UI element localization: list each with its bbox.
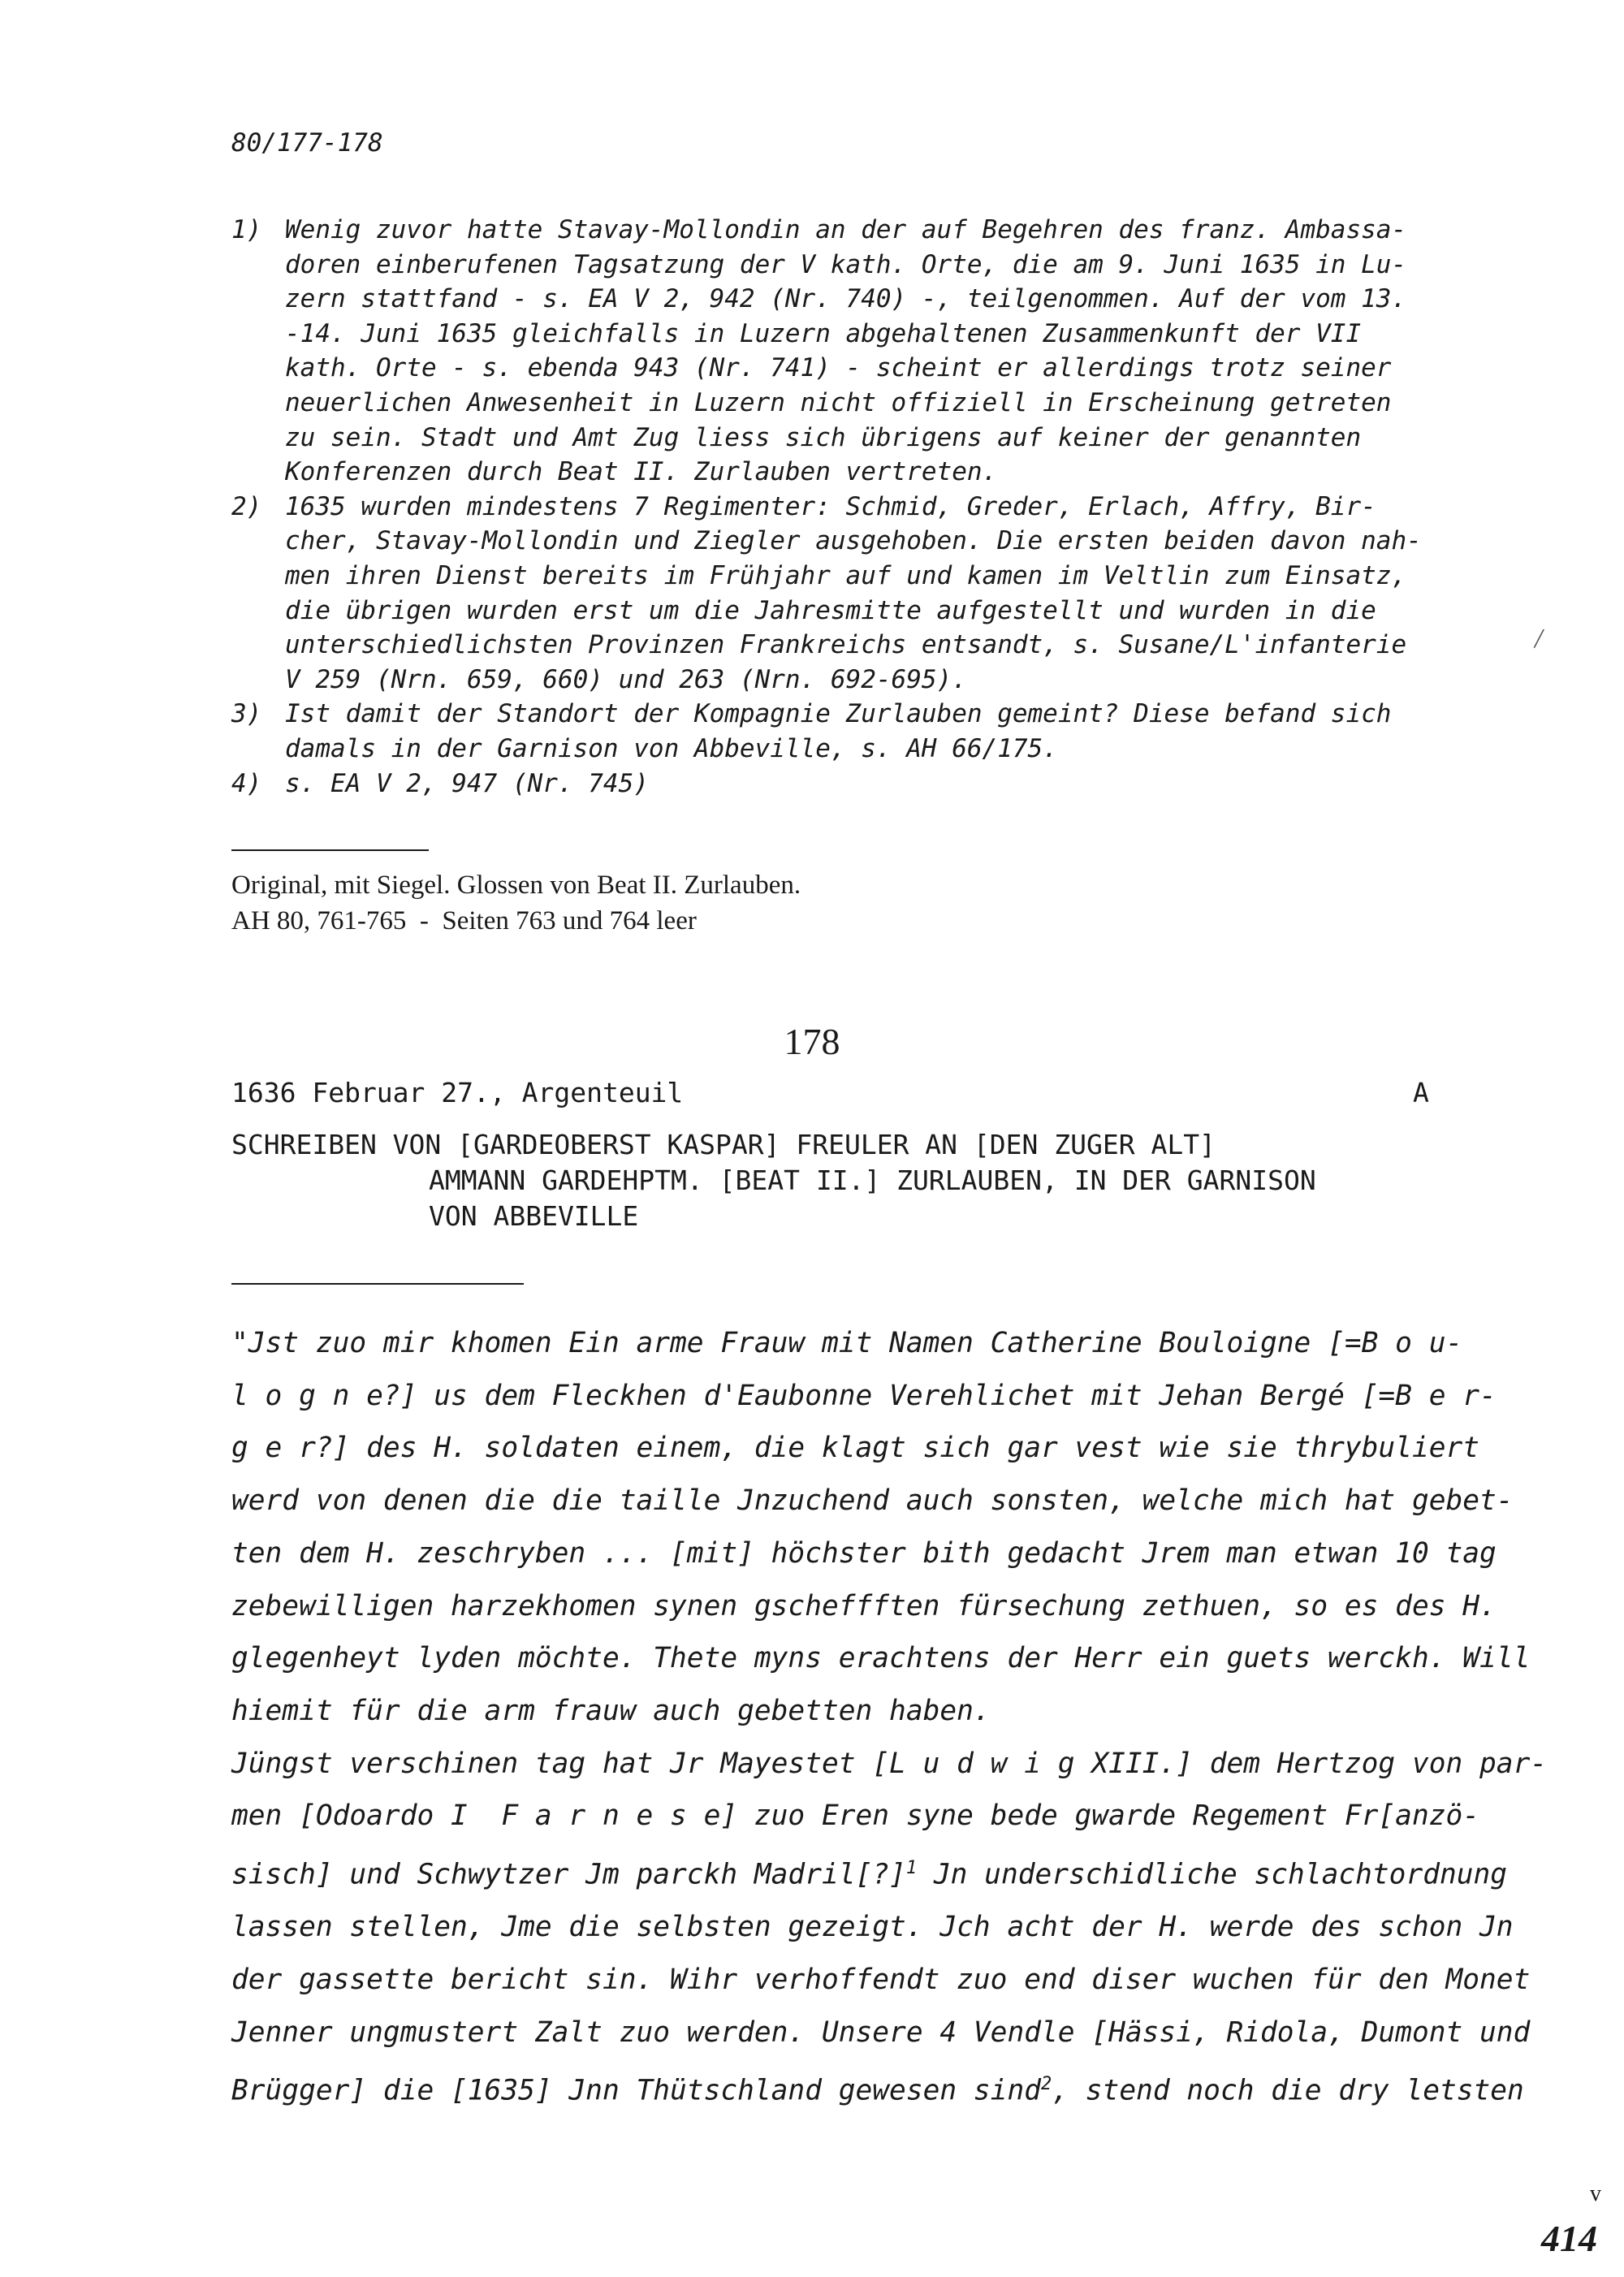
body-line: "Jst zuo mir khomen Ein arme Frauw mit Namen Catherine Bouloigne [=B o u-: [231, 1327, 1463, 1359]
footnote-number: 2): [231, 491, 262, 521]
footnote-3: [231, 697, 1518, 766]
body-text-fragment: sisch] und Schwytzer Jm parckh Madril[?]: [231, 1858, 906, 1891]
page-reference: 80/177-178: [231, 128, 383, 158]
footnote-marker: 2: [1041, 2074, 1052, 2095]
footnote-line: neuerlichen Anwesenheit in Luzern nicht offiziell in Erscheinung getreten: [285, 387, 1392, 417]
body-line: werd von denen die die taille Jnzuchend auch sonsten, welche mich hat gebet-: [231, 1484, 1514, 1518]
document-number: 178: [784, 1021, 840, 1062]
body-line: ten dem H. zeschryben ... [mit] höchster bith gedacht Jrem man etwan 10 tag: [231, 1536, 1497, 1570]
footnote-line: men ihren Dienst bereits im Frühjahr auf und kamen im Veltlin zum Einsatz,: [285, 560, 1407, 590]
footnote-line: doren einberufenen Tagsatzung der V kath. Orte, die am 9. Juni 1635 in Lu-: [285, 249, 1407, 279]
heading-line: AMMANN GARDEHPTM. [BEAT II.] ZURLAUBEN, IN DER GARNISON: [429, 1164, 1316, 1196]
body-text-fragment: , stend noch die dry letsten: [1052, 2074, 1524, 2107]
body-line: glegenheyt lyden möchte. Thete myns erachtens der Herr ein guets werckh. Will: [231, 1642, 1531, 1675]
footnote-line: zu sein. Stadt und Amt Zug liess sich übrigens auf keiner der genannten: [285, 422, 1362, 452]
footnote-line: 1635 wurden mindestens 7 Regimenter: Schmid, Greder, Erlach, Affry, Bir-: [285, 491, 1376, 521]
footnote-1: [231, 213, 1518, 490]
body-line-with-footnote: [231, 2059, 1531, 2117]
footnote-line: kath. Orte - s. ebenda 943 (Nr. 741) - scheint er allerdings trotz seiner: [285, 353, 1392, 383]
footnote-line: damals in der Garnison von Abbeville, s. AH 66/175.: [285, 733, 1058, 763]
date-place: 1636 Februar 27., Argenteuil: [231, 1077, 684, 1108]
body-text-fragment: Brügger] die [1635] Jnn Thütschland gewesen sind: [231, 2074, 1041, 2107]
letter-code: A: [1413, 1077, 1429, 1108]
body-line: hiemit für die arm frauw auch gebetten haben.: [231, 1694, 991, 1727]
body-line: g e r?] des H. soldaten einem, die klagt sich gar vest wie sie thrybuliert: [231, 1432, 1480, 1465]
footnote-number: 4): [231, 768, 262, 798]
check-mark: v: [1590, 2181, 1601, 2206]
body-line: der gassette bericht sin. Wihr verhoffendt zuo end diser wuchen für den Monet: [231, 1963, 1531, 1996]
handwritten-page-number: 414: [1541, 2218, 1597, 2259]
divider-rule: [231, 849, 429, 851]
body-line: zebewilligen harzekhomen synen gscheffften fürsechung zethuen, so es des H.: [231, 1589, 1497, 1622]
footnote-line: zern stattfand - s. EA V 2, 942 (Nr. 740) -, teilgenommen. Auf der vom 13.: [285, 284, 1407, 314]
body-line: l o g n e?] us dem Fleckhen d'Eaubonne Verehlichet mit Jehan Bergé [=B e r-: [231, 1379, 1497, 1412]
body-line: Jenner ungmustert Zalt zuo werden. Unsere 4 Vendle [Hässi, Ridola, Dumont und: [231, 2016, 1531, 2049]
heading-line: VON ABBEVILLE: [429, 1200, 639, 1232]
footnotes: [231, 213, 1518, 801]
footnote-number: 1): [231, 215, 262, 244]
body-text-fragment: Jn underschidliche schlachtordnung: [917, 1858, 1508, 1891]
letter-body: [231, 1317, 1548, 2118]
footnote-number: 3): [231, 699, 262, 729]
footnote-line: die übrigen wurden erst um die Jahresmitte aufgestellt und wurden in die: [285, 595, 1376, 625]
source-line: AH 80, 761-765 - Seiten 763 und 764 leer: [231, 906, 697, 935]
margin-annotation: /: [1535, 624, 1543, 654]
body-line: Jüngst verschinen tag hat Jr Mayestet [L u d w i g XIII.] dem Hertzog von par-: [231, 1747, 1548, 1780]
footnote-marker: 1: [905, 1858, 918, 1879]
body-line-with-footnote: [231, 1843, 1531, 1901]
footnote-line: Ist damit der Standort der Kompagnie Zurlauben gemeint? Diese befand sich: [285, 699, 1392, 729]
footnote-line: Konferenzen durch Beat II. Zurlauben vertreten.: [285, 457, 998, 487]
source-line: Original, mit Siegel. Glossen von Beat II. Zurlauben.: [231, 871, 801, 900]
divider-rule: [231, 1283, 524, 1285]
footnote-2: [231, 490, 1518, 698]
footnote-line: V 259 (Nrn. 659, 660) und 263 (Nrn. 692-695).: [285, 664, 967, 694]
heading-line: SCHREIBEN VON [GARDEOBERST KASPAR] FREULER AN [DEN ZUGER ALT]: [231, 1129, 1216, 1160]
footnote-line: cher, Stavay-Mollondin und Ziegler ausgehoben. Die ersten beiden davon nah-: [285, 526, 1422, 556]
footnote-line: -14. Juni 1635 gleichfalls in Luzern abgehaltenen Zusammenkunft der VII: [285, 318, 1362, 348]
footnote-4: [231, 767, 1518, 801]
footnote-line: unterschiedlichsten Provinzen Frankreichs entsandt, s. Susane/L'infanterie: [285, 630, 1407, 660]
footnote-line: Wenig zuvor hatte Stavay-Mollondin an der auf Begehren des franz. Ambassa-: [285, 215, 1407, 244]
body-line: lassen stellen, Jme die selbsten gezeigt. Jch acht der H. werde des schon Jn: [231, 1911, 1514, 1944]
document-heading: [231, 1127, 1316, 1234]
source-note: [231, 867, 801, 939]
body-line: men [Odoardo I F a r n e s e] zuo Eren syne bede gwarde Regement Fr[anzö-: [231, 1800, 1480, 1833]
footnote-line: s. EA V 2, 947 (Nr. 745): [285, 768, 649, 798]
